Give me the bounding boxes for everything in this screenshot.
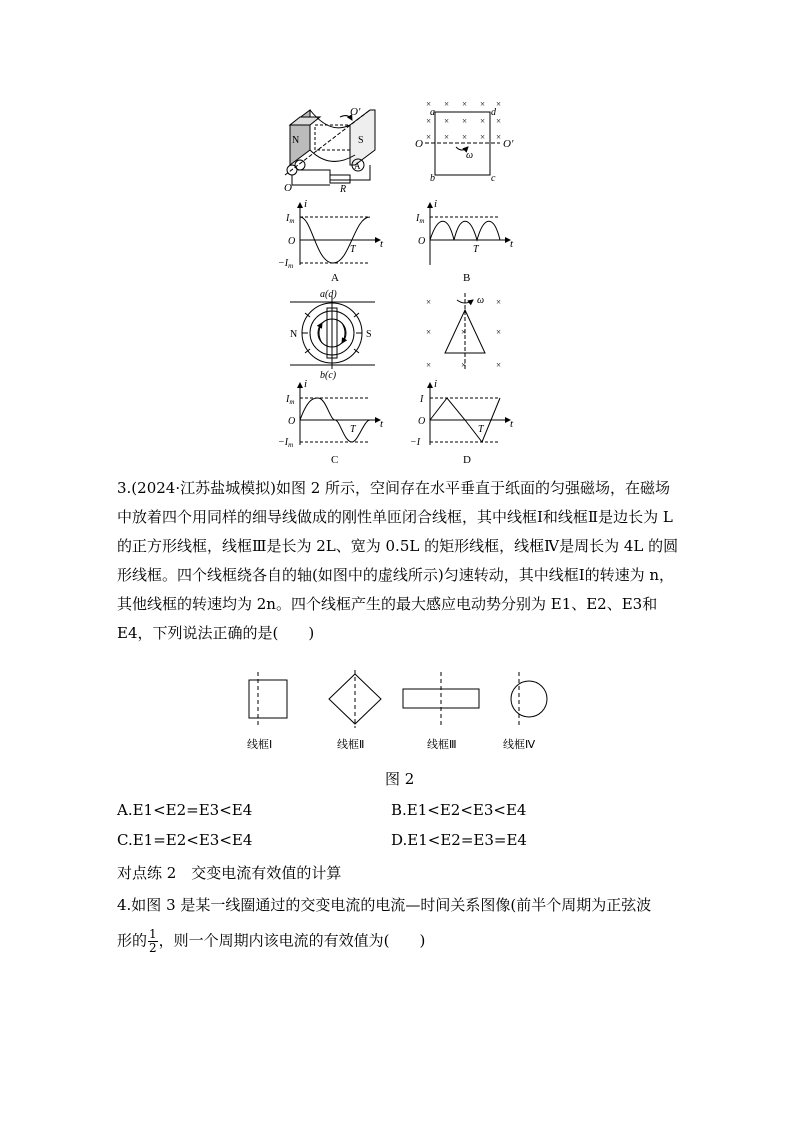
graph-c-neg-im-label: $-I_m$ [278, 437, 294, 449]
svg-text:×: × [480, 132, 486, 142]
fraction-denominator: 2 [149, 941, 157, 955]
omega-label-b: ω [466, 150, 474, 161]
c-b-c-label: b(c) [320, 370, 337, 381]
frame-1-label: 线框Ⅰ [247, 739, 273, 751]
svg-text:×: × [426, 99, 432, 109]
option-c[interactable]: C.E1=E2<E3<E4 [117, 831, 253, 849]
frame-2-label: 线框Ⅱ [337, 739, 365, 751]
question-4-line-2 [117, 928, 425, 955]
omega-label-d: ω [477, 295, 485, 306]
figure-2-frames [235, 668, 565, 758]
svg-text:×: × [426, 297, 432, 307]
graph-b-i-label: i [434, 198, 438, 210]
axis-o-label-a: O [284, 182, 292, 194]
c-a-d-label: a(d) [320, 289, 337, 300]
graph-d-I-label: I [420, 394, 424, 405]
graph-d-caption: D [463, 454, 471, 466]
svg-text:×: × [496, 297, 502, 307]
graph-c-caption: C [331, 454, 339, 466]
graph-b-caption: B [463, 272, 471, 284]
option-b[interactable]: B.E1<E2<E3<E4 [391, 801, 527, 819]
svg-text:×: × [462, 116, 468, 126]
svg-text:×: × [480, 99, 486, 109]
c-n-label: N [290, 329, 298, 340]
svg-text:×: × [462, 132, 468, 142]
graph-a-neg-im-label: $-I_m$ [278, 258, 294, 270]
corner-a-label: a [430, 107, 435, 118]
svg-text:×: × [461, 327, 467, 337]
svg-text:×: × [444, 116, 450, 126]
graph-d-o-label: O [418, 416, 426, 427]
graph-a-o-label: O [288, 236, 296, 247]
generator-apparatus-a [285, 110, 375, 185]
field-crosses-d [426, 297, 501, 370]
magnet-s-label: S [358, 135, 364, 146]
graph-c-im-label: $I_m$ [286, 394, 295, 406]
svg-text:×: × [496, 327, 502, 337]
axis-o-prime-label-b: O′ [503, 138, 514, 150]
graph-d-neg-I-label: −I [410, 437, 421, 448]
frame-1-square [249, 680, 287, 718]
svg-text:×: × [496, 116, 502, 126]
frame-3-rect [403, 689, 479, 708]
ammeter-label: A [354, 161, 361, 171]
question-3-source: 3.(2024·江苏盐城模拟) [117, 479, 276, 497]
frame-3-label: 线框Ⅲ [427, 739, 457, 751]
svg-text:×: × [496, 99, 502, 109]
axis-o-label-b: O [415, 138, 423, 150]
frame-4-label: 线框Ⅳ [503, 739, 536, 751]
graph-d-T-label: T [478, 424, 484, 435]
question-3-text: 如图 2 所示，空间存在水平垂直于纸面的匀强磁场，在磁场中放着四个用同样的细导线做成的刚性单匝闭合线框，其中线框Ⅰ和线框Ⅱ是边长为 L 的正方形线框，线框Ⅲ是长为 2L、宽为 0.5L 的矩形线框，线框Ⅳ是周长为 4L 的圆形线框。四个线框绕各自的轴(如图中的虚线所示)匀速转动，其中线框Ⅰ的转速为 n，其他线框的转速均为 2n。四个线框产生的最大感应电动势分别为 E1、E2、E3和 E4，下列说法正确的是( ) [117, 479, 679, 642]
option-a[interactable]: A.E1<E2=E3<E4 [117, 801, 253, 819]
graph-c-t-label: t [380, 418, 384, 430]
frame-4-circle [511, 681, 547, 717]
radial-generator-c [290, 297, 375, 369]
c-s-label: S [366, 329, 372, 340]
graph-d-t-label: t [510, 418, 514, 430]
svg-text:×: × [426, 360, 432, 370]
svg-text:×: × [496, 360, 502, 370]
svg-text:×: × [426, 132, 432, 142]
magnet-n-label: N [292, 135, 300, 146]
graph-c [300, 383, 380, 445]
resistor-label: R [340, 184, 347, 195]
graph-a-i-label: i [304, 198, 308, 210]
graph-a-im-label: $I_m$ [286, 213, 295, 225]
svg-text:×: × [480, 116, 486, 126]
top-figure [270, 95, 530, 475]
graph-b-T-label: T [473, 244, 479, 255]
graph-c-o-label: O [288, 416, 296, 427]
axis-o-prime-label-a: O′ [350, 106, 361, 118]
svg-text:×: × [462, 99, 468, 109]
graph-b-o-label: O [418, 236, 426, 247]
graph-a [300, 203, 380, 265]
graph-b [430, 203, 510, 265]
graph-c-T-label: T [350, 424, 356, 435]
graph-b-t-label: t [510, 238, 514, 250]
graph-c-i-label: i [304, 378, 308, 390]
section-2-title: 对点练 2 交变电流有效值的计算 [117, 864, 342, 882]
svg-text:×: × [426, 327, 432, 337]
graph-d [430, 383, 510, 445]
graph-a-t-label: t [380, 238, 384, 250]
graph-b-im-label: $I_m$ [416, 213, 425, 225]
corner-c-label: c [491, 173, 496, 184]
svg-text:×: × [496, 132, 502, 142]
svg-text:×: × [444, 99, 450, 109]
figure-2-caption: 图 2 [385, 770, 415, 788]
fraction-numerator: 1 [149, 927, 157, 941]
corner-d-label: d [491, 107, 496, 118]
graph-a-caption: A [331, 272, 339, 284]
question-4-pre: 形的 [117, 931, 148, 950]
option-d[interactable]: D.E1<E2=E3=E4 [391, 831, 527, 849]
svg-text:×: × [444, 132, 450, 142]
question-3-stem [117, 474, 683, 648]
svg-text:×: × [461, 360, 467, 370]
question-4-post: ，则一个周期内该电流的有效值为( ) [158, 931, 426, 950]
corner-b-label: b [430, 173, 435, 184]
question-4-line-1: 4.如图 3 是某一线圈通过的交变电流的电流—时间关系图像(前半个周期为正弦波 [117, 896, 652, 914]
fraction [148, 928, 158, 955]
graph-d-i-label: i [434, 378, 438, 390]
graph-a-T-label: T [350, 244, 356, 255]
svg-text:×: × [426, 116, 432, 126]
